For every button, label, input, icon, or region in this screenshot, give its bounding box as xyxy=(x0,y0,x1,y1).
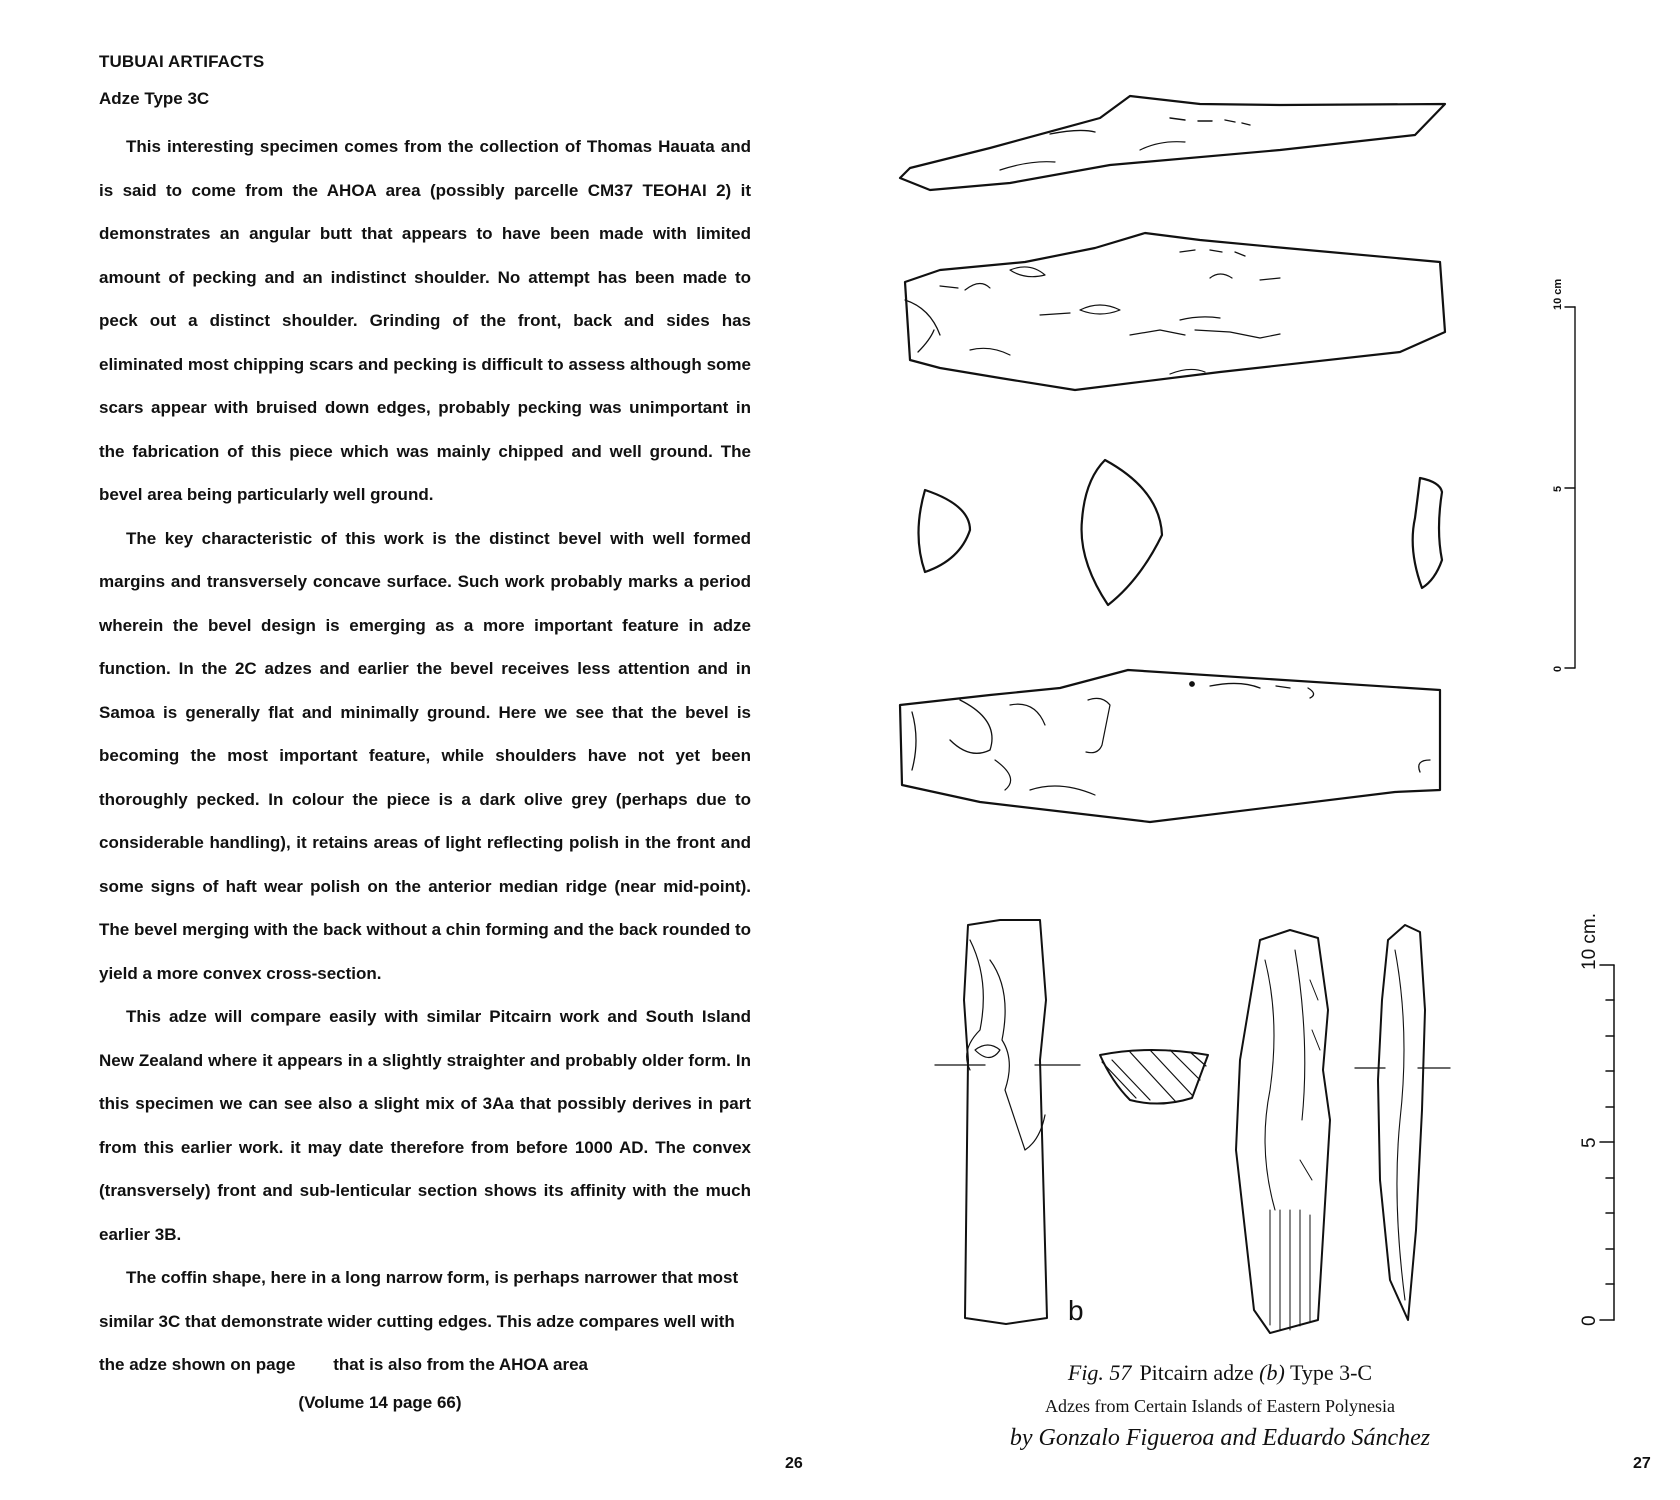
body-text xyxy=(99,125,751,1387)
scale-top-label-0: 0 xyxy=(1552,665,1564,672)
scale-bottom-label-0: 0 xyxy=(1579,1315,1600,1326)
adze-back-view-drawing xyxy=(900,670,1440,822)
figure-letter: b xyxy=(1068,1295,1084,1326)
scale-top-label-10: 10 cm xyxy=(1552,278,1564,310)
scale-top-label-5: 5 xyxy=(1552,485,1564,492)
paragraph-1: This interesting specimen comes from the collection of Thomas Hauata and is said to come from the AHOA area (possibly parcelle CM37 TEOHAI 2) it demonstrates an angular butt that appears to have been made with limited amount of pecking and an indistinct shoulder. No attempt has been made to peck out a distinct shoulder. Grinding of the front, back and sides has eliminated most chipping scars and pecking is difficult to assess although some scars appear with bruised down edges, probably pecking was unimportant in the fabrication of this piece which was mainly chipped and well ground. The bevel area being particularly well ground. xyxy=(99,137,751,504)
section-title: TUBUAI ARTIFACTS xyxy=(99,52,265,71)
scale-bottom-label-5: 5 xyxy=(1579,1137,1600,1148)
right-page xyxy=(840,0,1680,1500)
pitcairn-adze-section-drawing xyxy=(1100,1050,1208,1104)
pitcairn-adze-back-drawing xyxy=(1236,930,1330,1333)
paragraph-4: The coffin shape, here in a long narrow form, is perhaps narrower that most similar 3C that demonstrate wider cutting edges. This adze compares well with the adze shown on page that is also from the AHOA area xyxy=(99,1268,743,1374)
adze-drawings xyxy=(840,0,1680,1360)
figure-caption xyxy=(840,1360,1600,1386)
paragraph-2: The key characteristic of this work is the distinct bevel with well formed margins and transversely concave surface. Such work probably marks a period wherein the bevel design is emerging as a more important feature in adze function. In the 2C adzes and earlier the bevel receives less attention and in Samoa is generally flat and minimally ground. Here we see that the bevel is becoming the most important feature, while shoulders have not yet been thoroughly pecked. In colour the piece is a dark olive grey (perhaps due to considerable handling), it retains areas of light reflecting polish in the front and some signs of haft wear polish on the anterior median ridge (near mid-point). The bevel merging with the back without a chin forming and the back rounded to yield a more convex cross-section. xyxy=(99,528,751,983)
page-number-left: 26 xyxy=(785,1455,803,1472)
adze-cross-sections-drawing xyxy=(919,460,1443,605)
caption-authors: by Gonzalo Figueroa and Eduardo Sánchez xyxy=(1009,1425,1431,1451)
volume-reference: (Volume 14 page 66) xyxy=(298,1393,462,1412)
pitcairn-adze-side-drawing xyxy=(1355,925,1450,1320)
adze-side-profile-drawing xyxy=(900,96,1445,190)
fig-paren: (b) xyxy=(1259,1360,1285,1385)
page-number-right: 27 xyxy=(1633,1455,1651,1472)
caption-source: Adzes from Certain Islands of Eastern Polynesia xyxy=(1045,1396,1395,1416)
scale-bar-top xyxy=(1565,307,1575,668)
fig-type: Type 3-C xyxy=(1289,1360,1373,1385)
scale-bar-bottom xyxy=(1600,965,1614,1320)
paragraph-3: This adze will compare easily with similar Pitcairn work and South Island New Zealand where it appears in a slightly straighter and probably older form. In this specimen we can see also a slight mix of 3Aa that possibly derives in part from this earlier work. it may date therefore from before 1000 AD. The convex (transversely) front and sub-lenticular section shows its affinity with the much earlier 3B. xyxy=(99,1007,751,1244)
subtitle: Adze Type 3C xyxy=(99,89,210,108)
pitcairn-adze-front-drawing xyxy=(935,920,1080,1324)
scale-bottom-label-10: 10 cm. xyxy=(1579,912,1600,970)
fig-label: Fig. 57 xyxy=(1067,1360,1132,1385)
fig-title: Pitcairn adze xyxy=(1139,1360,1254,1385)
adze-front-view-drawing xyxy=(905,233,1445,390)
